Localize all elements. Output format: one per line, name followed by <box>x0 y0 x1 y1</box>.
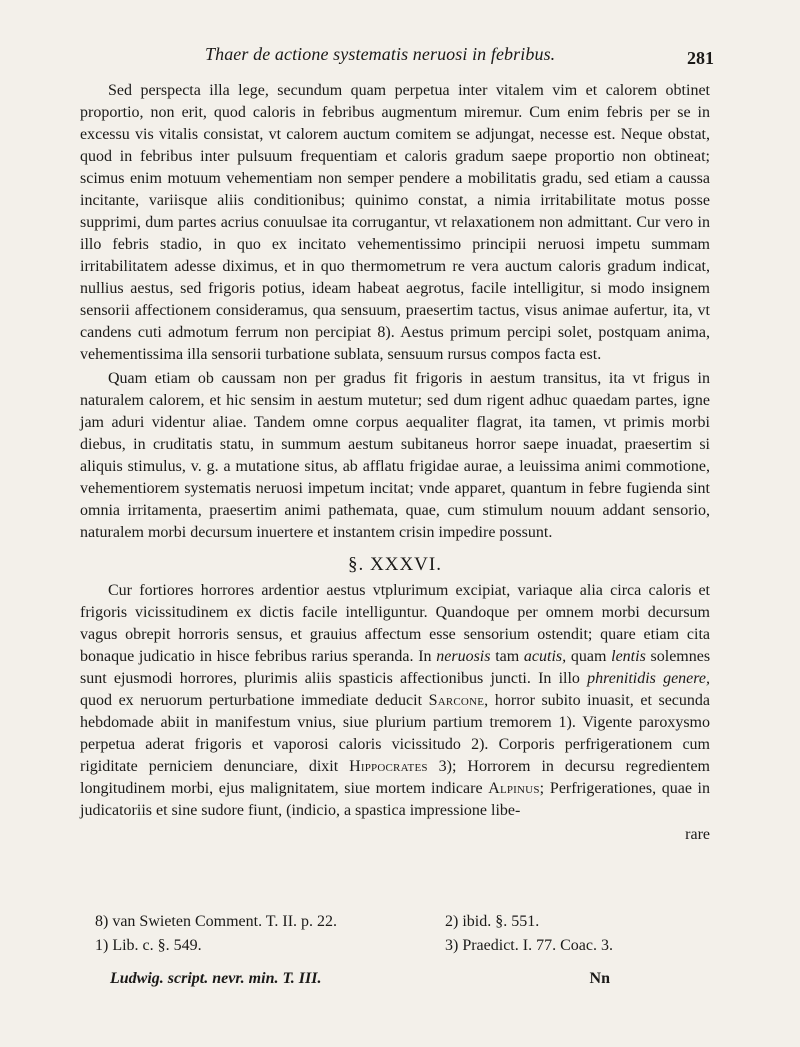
signature-line: Ludwig. script. nevr. min. T. III. <box>110 970 322 987</box>
paragraph-3-part-a: Cur fortiores horrores ardentior aestus vtplurimum excipiat, variaque alia circa caloris et frigoris vicissitudinem ex dictis facile intelliguntur. Quandoque per omnem morbi decursum vagus obrepit horroris sensus, et grauius affectum esse sensorium ostendit; quare etiam cita bonaque judicatio in hisce febribus rarius speranda. In <box>80 582 710 665</box>
paragraph-3-part-e: quod ex neruorum perturbatione immediate deducit <box>80 692 423 709</box>
paragraph-2: Quam etiam ob caussam non per gradus fit frigoris in aestum transitus, ita vt frigus in naturalem calorem, et hic sensim in aestum mutetur; sed dum rigent adhuc quaedam partes, igne jam aduri videntur aliae. Tandem omne corpus aequaliter flagrat, ita tamen, vt primis morbi diebus, in cruditatis statu, in summum aestum subitaneus horror saepe inuadat, praesertim si aliquis stimulus, v. g. a mutatione situs, ab afflatu frigidae aurae, a leuissima animi commotione, vehementiorem systematis neruosi impetum incitat; vnde apparet, quantum in febre fugienda sint omnia irritamenta, praesertim animi pathemata, quae, cum stimulum nouum addant sensorio, naturalem morbi decursum inuertere et instantem crisin impedire possunt. <box>80 370 710 541</box>
paragraph-3 <box>80 580 710 822</box>
footnote-2: 2) ibid. §. 551. <box>445 913 540 930</box>
paragraph-3-part-g: 3); Horrorem in decursu regredientem longitudinem morbi, ejus malignitatem, siue mortem indicare <box>80 758 710 797</box>
section-heading: §. XXXVI. <box>348 554 442 575</box>
paragraph-3-part-h: Perfrigerationes, quae in judicatoriis et sine sudore fiunt, (indicio, a spastica impressione libe- <box>80 780 710 819</box>
term-neruosis: neruosis <box>436 648 491 665</box>
footnote-1: 1) Lib. c. §. 549. <box>95 937 202 954</box>
footnote-row-1 <box>95 910 715 934</box>
paragraph-3-part-d: solemnes sunt ejusmodi horrores, plurimis aliis spasticis affectionibus juncti. In illo <box>80 648 711 687</box>
term-phrenitidis: phrenitidis genere, <box>587 670 711 687</box>
footnote-8: 8) van Swieten Comment. T. II. p. 22. <box>95 913 338 930</box>
name-alpinus: Alpinus; <box>488 780 545 797</box>
footnote-row-2 <box>95 934 715 958</box>
signature-mark: Nn <box>589 970 610 987</box>
page-header <box>110 44 714 68</box>
paragraph-1: Sed perspecta illa lege, secundum quam perpetua inter vitalem vim et calorem obtinet proportio, non erit, quod caloris in febribus augmentum miremur. Cum enim febris per se in excessu vis vitalis consistat, vt calorem auctum comitem se adjungat, necesse est. Neque obstat, quod in febribus inter pulsuum frequentiam et caloris gradum saepe proportio non obtineat; scimus enim motuum vehementiam non semper pendere a mobilitatis gradu, sed etiam a caussa incitante, variisque aliis conditionibus; quinimo constat, a nimia irritabilitate motus posse supprimi, dum partes acrius conuulsae ita corrugantur, vt relaxationem non admittant. Cur vero in illo febris stadio, in quo ex incitato vehementissimo principii neruosi impetu summam irritabilitatem adesse diximus, et in quo thermometrum re vera auctum caloris gradum indicat, nullius aestus, sed frigoris potius, ideam habeat aegrotus, facile intelligitur, si modo insignem sensorii affectionem consideramus, qua sensuum, praesertim tactus, visus animae aufertur, ita, vt candens cuti admotum ferrum non percipiat 8). Aestus primum percipi solet, postquam anima, vehementissima illa sensorii turbatione sublata, sensuum rursus compos facta est. <box>80 82 710 363</box>
footnote-3: 3) Praedict. I. 77. Coac. 3. <box>445 937 613 954</box>
footnotes <box>95 910 715 958</box>
main-text <box>80 80 710 846</box>
running-title: Thaer de actione systematis neruosi in febribus. <box>205 44 556 64</box>
name-hippocrates: Hippocrates <box>349 758 428 775</box>
page-number: 281 <box>687 48 714 68</box>
name-sarcone: Sarcone, <box>428 692 489 709</box>
paragraph-3-part-f: horror subito inuasit, et secunda hebdomade abiit in manifestum vnius, siue plurium partium tremorem 1). Vigente paroxysmo perpetua aderat frigoris et vaporosi caloris vicissitudo 2). Corporis perfrigerationem cum rigiditate perniciem denunciare, dixit <box>80 692 710 775</box>
page-footer <box>110 970 610 988</box>
term-lentis: lentis <box>611 648 646 665</box>
catchword: rare <box>685 826 710 843</box>
paragraph-3-part-c: quam <box>570 648 607 665</box>
paragraph-3-part-b: tam <box>495 648 520 665</box>
term-acutis: acutis, <box>523 648 567 665</box>
